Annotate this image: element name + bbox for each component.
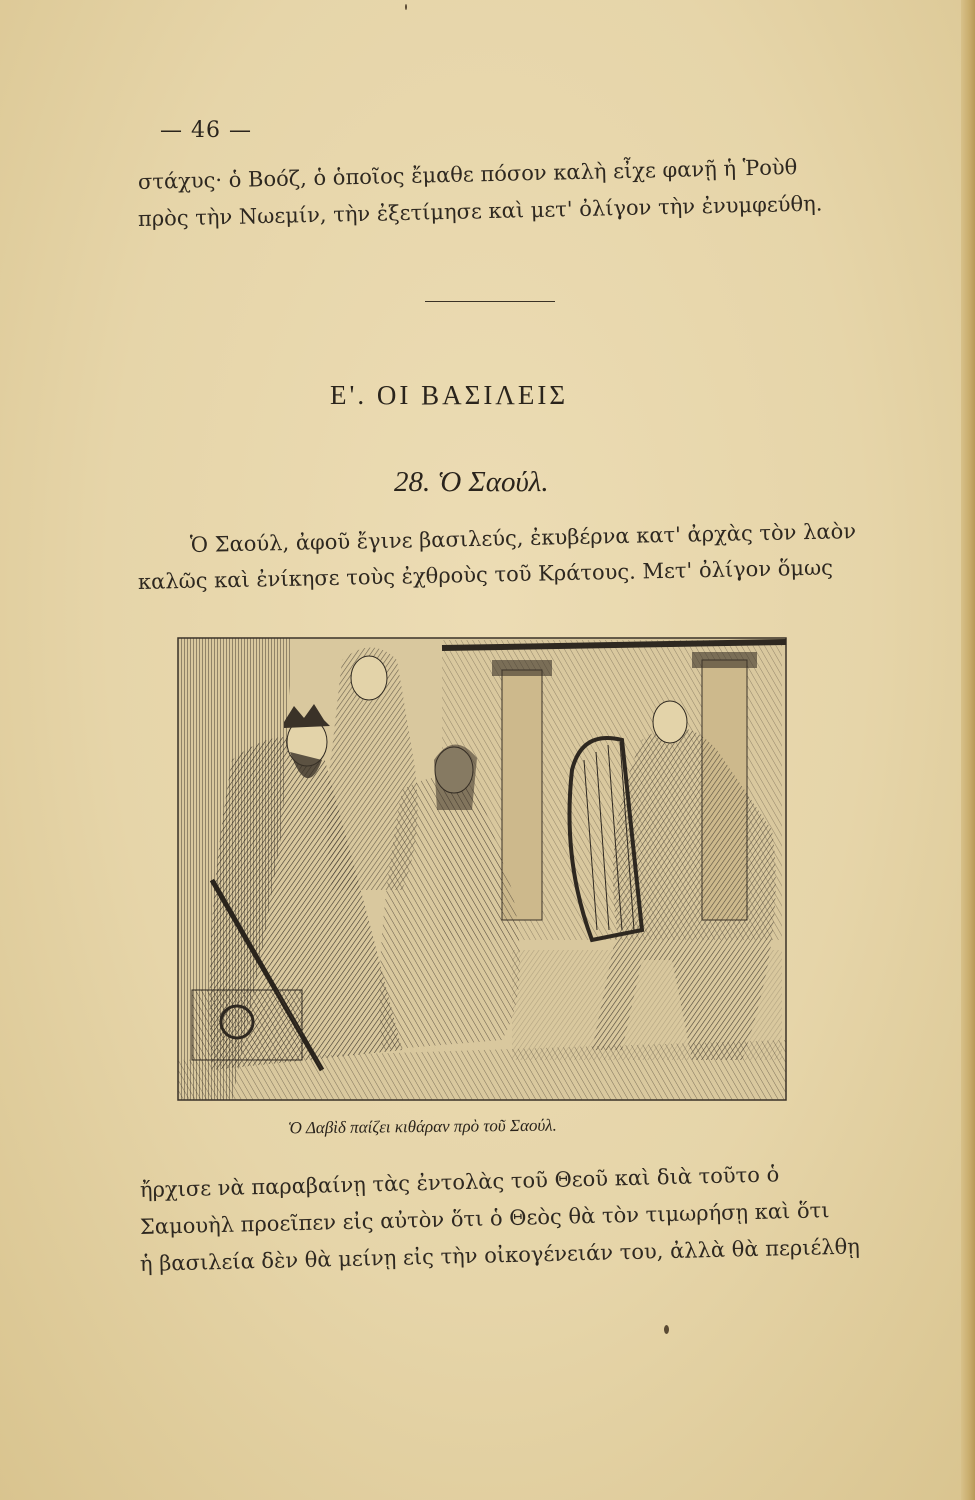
paragraph-line-1: Ὁ Σαούλ, ἀφοῦ ἔγινε βασιλεύς, ἐκυβέρνα κατ' ἀρχὰς τὸν λαὸν: [189, 519, 857, 557]
ink-speck: [664, 1325, 669, 1334]
paragraph-line-2: καλῶς καὶ ἐνίκησε τοὺς ἐχθροὺς τοῦ Κράτους. Μετ' ὀλίγον ὅμως: [137, 555, 834, 594]
throne: [192, 990, 302, 1060]
floor-shadow: [512, 950, 782, 1060]
seated-woman-veil: [434, 744, 477, 810]
standing-woman-face: [351, 656, 387, 700]
column-capital-right: [692, 652, 757, 668]
top-text-line-2: πρὸς τὴν Νωεμίν, τὴν ἐξετίμησε καὶ μετ' ὀλίγον τὴν ἐνυμφεύθη.: [137, 191, 823, 231]
section-heading: Ε'. ΟΙ ΒΑΣΙΛΕΙΣ: [330, 380, 569, 410]
bottom-text-line-2: Σαμουὴλ προεῖπεν εἰς αὐτὸν ὅτι ὁ Θεὸς θὰ τὸν τιμωρήσῃ καὶ ὅτι: [139, 1198, 830, 1239]
top-text-line-1: στάχυς· ὁ Βοόζ, ὁ ὁποῖος ἔμαθε πόσον καλὴ εἶχε φανῇ ἡ Ῥοὺθ: [137, 155, 798, 194]
bottom-text-line-1: ἤρχισε νὰ παραβαίνῃ τὰς ἐντολὰς τοῦ Θεοῦ καὶ διὰ τοῦτο ὁ: [139, 1162, 780, 1202]
page-edge: [961, 0, 975, 1500]
illustration-caption: Ὁ Δαβὶδ παίζει κιθάραν πρὸ τοῦ Σαούλ.: [287, 1115, 557, 1138]
bottom-text-line-3: ἡ βασιλεία δὲν θὰ μείνῃ εἰς τὴν οἰκογένειάν του, ἀλλὰ θὰ περιέλθῃ: [139, 1234, 861, 1276]
engraving-illustration: [172, 630, 792, 1110]
page-number: — 46 —: [160, 118, 252, 143]
lesson-title: 28. Ὁ Σαούλ.: [394, 466, 549, 498]
column-capital: [492, 660, 552, 676]
ink-speck: [405, 4, 407, 10]
david-face: [653, 701, 687, 743]
section-divider: [425, 301, 555, 302]
